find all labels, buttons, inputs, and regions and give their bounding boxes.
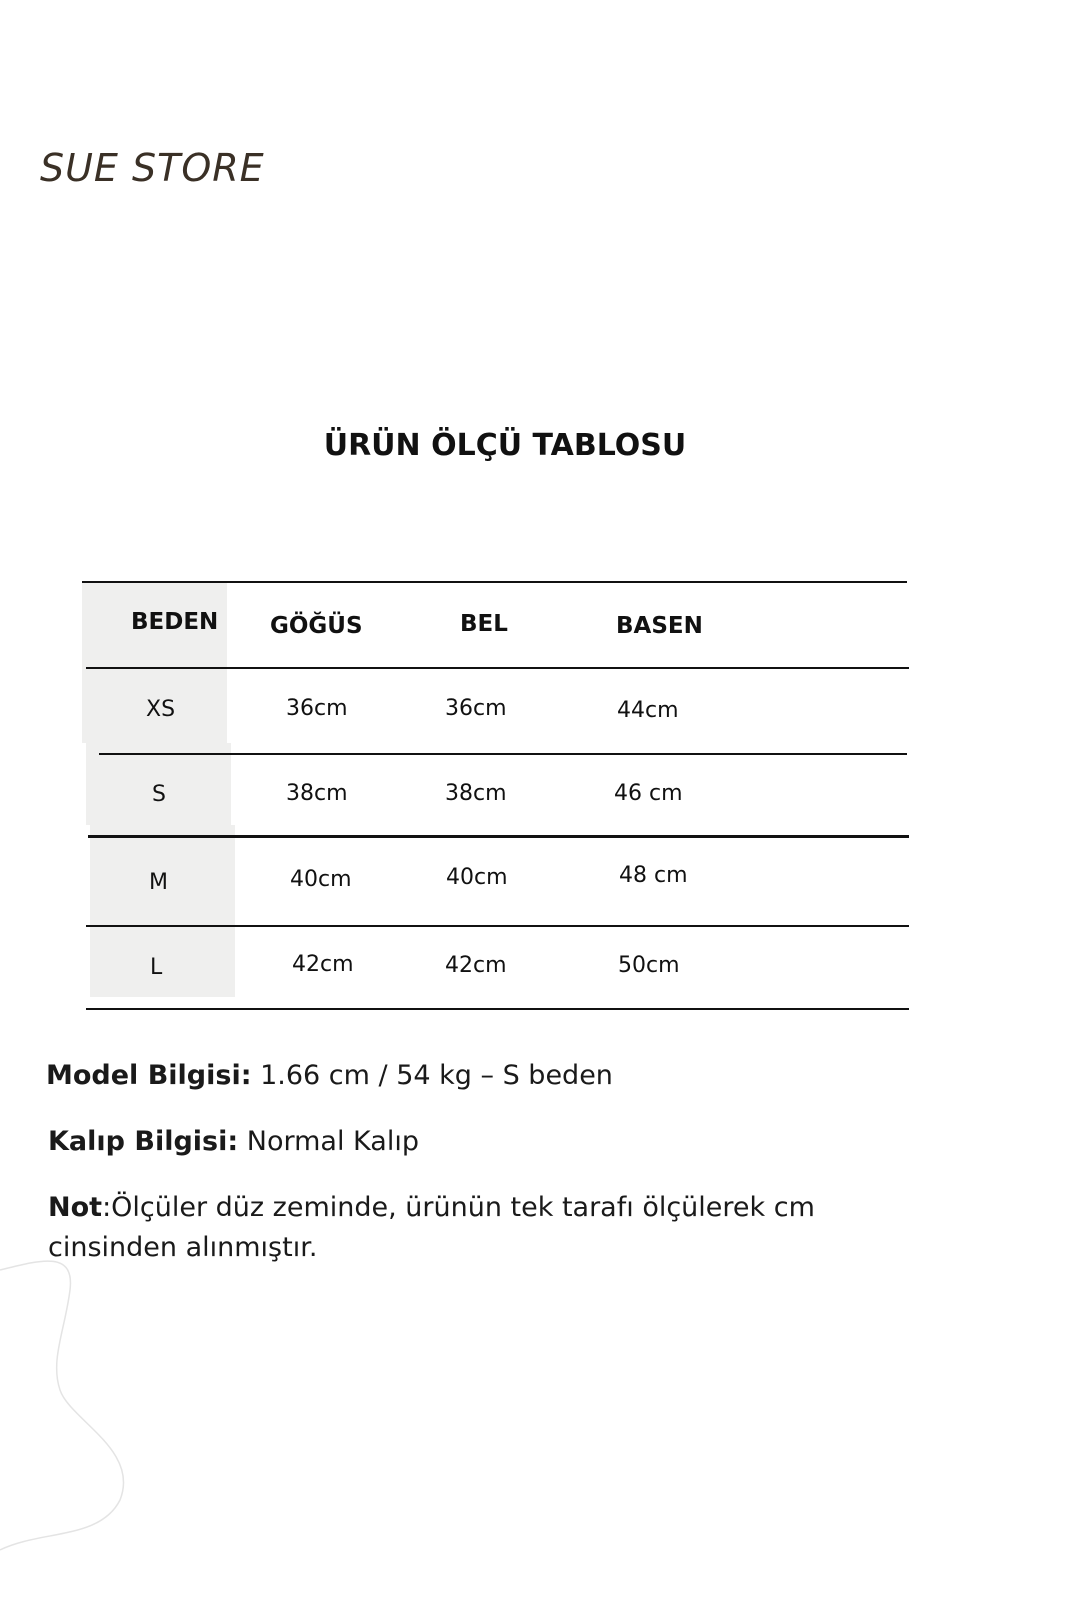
table-row-rule (86, 925, 909, 927)
model-info (46, 1056, 613, 1096)
model-info-value: 1.66 cm / 54 kg – S beden (251, 1060, 613, 1091)
measure-cell: 40cm (290, 867, 352, 892)
header-bel: BEL (460, 611, 508, 637)
fit-info-label: Kalıp Bilgisi: (48, 1126, 239, 1157)
measure-cell: 44cm (617, 698, 679, 723)
fit-info-value: Normal Kalıp (238, 1126, 419, 1157)
table-row-rule (88, 835, 909, 838)
measure-cell: 42cm (445, 953, 507, 978)
table-row-rule (99, 753, 907, 755)
note-info (48, 1188, 948, 1268)
page-title: ÜRÜN ÖLÇÜ TABLOSU (323, 428, 687, 463)
measure-cell: 38cm (445, 781, 507, 806)
header-basen: BASEN (616, 613, 703, 639)
table-row-rule (86, 667, 909, 669)
size-cell: M (149, 870, 168, 895)
note-label: Not (48, 1192, 103, 1223)
measure-cell: 40cm (446, 865, 508, 890)
size-cell: XS (146, 697, 176, 722)
decorative-line-shape (0, 1230, 140, 1590)
brand-logo: SUE STORE (40, 146, 265, 190)
header-gogus: GÖĞÜS (270, 613, 363, 639)
measure-cell: 50cm (618, 953, 680, 978)
measure-cell: 36cm (445, 696, 507, 721)
size-cell: S (152, 782, 166, 807)
model-info-label: Model Bilgisi: (46, 1060, 252, 1091)
fit-info (48, 1122, 419, 1162)
measure-cell: 42cm (292, 952, 354, 977)
measure-cell: 48 cm (619, 863, 688, 888)
measure-cell: 46 cm (614, 781, 683, 806)
note-value-line2: cinsinden alınmıştır. (48, 1232, 318, 1263)
size-cell: L (150, 955, 163, 980)
note-value: :Ölçüler düz zeminde, ürünün tek tarafı ölçülerek cm (102, 1192, 815, 1223)
table-bottom-rule (86, 1008, 909, 1010)
measure-cell: 38cm (286, 781, 348, 806)
table-top-rule (82, 581, 907, 583)
header-beden: BEDEN (131, 609, 219, 635)
size-column-shade (90, 915, 235, 997)
measure-cell: 36cm (286, 696, 348, 721)
